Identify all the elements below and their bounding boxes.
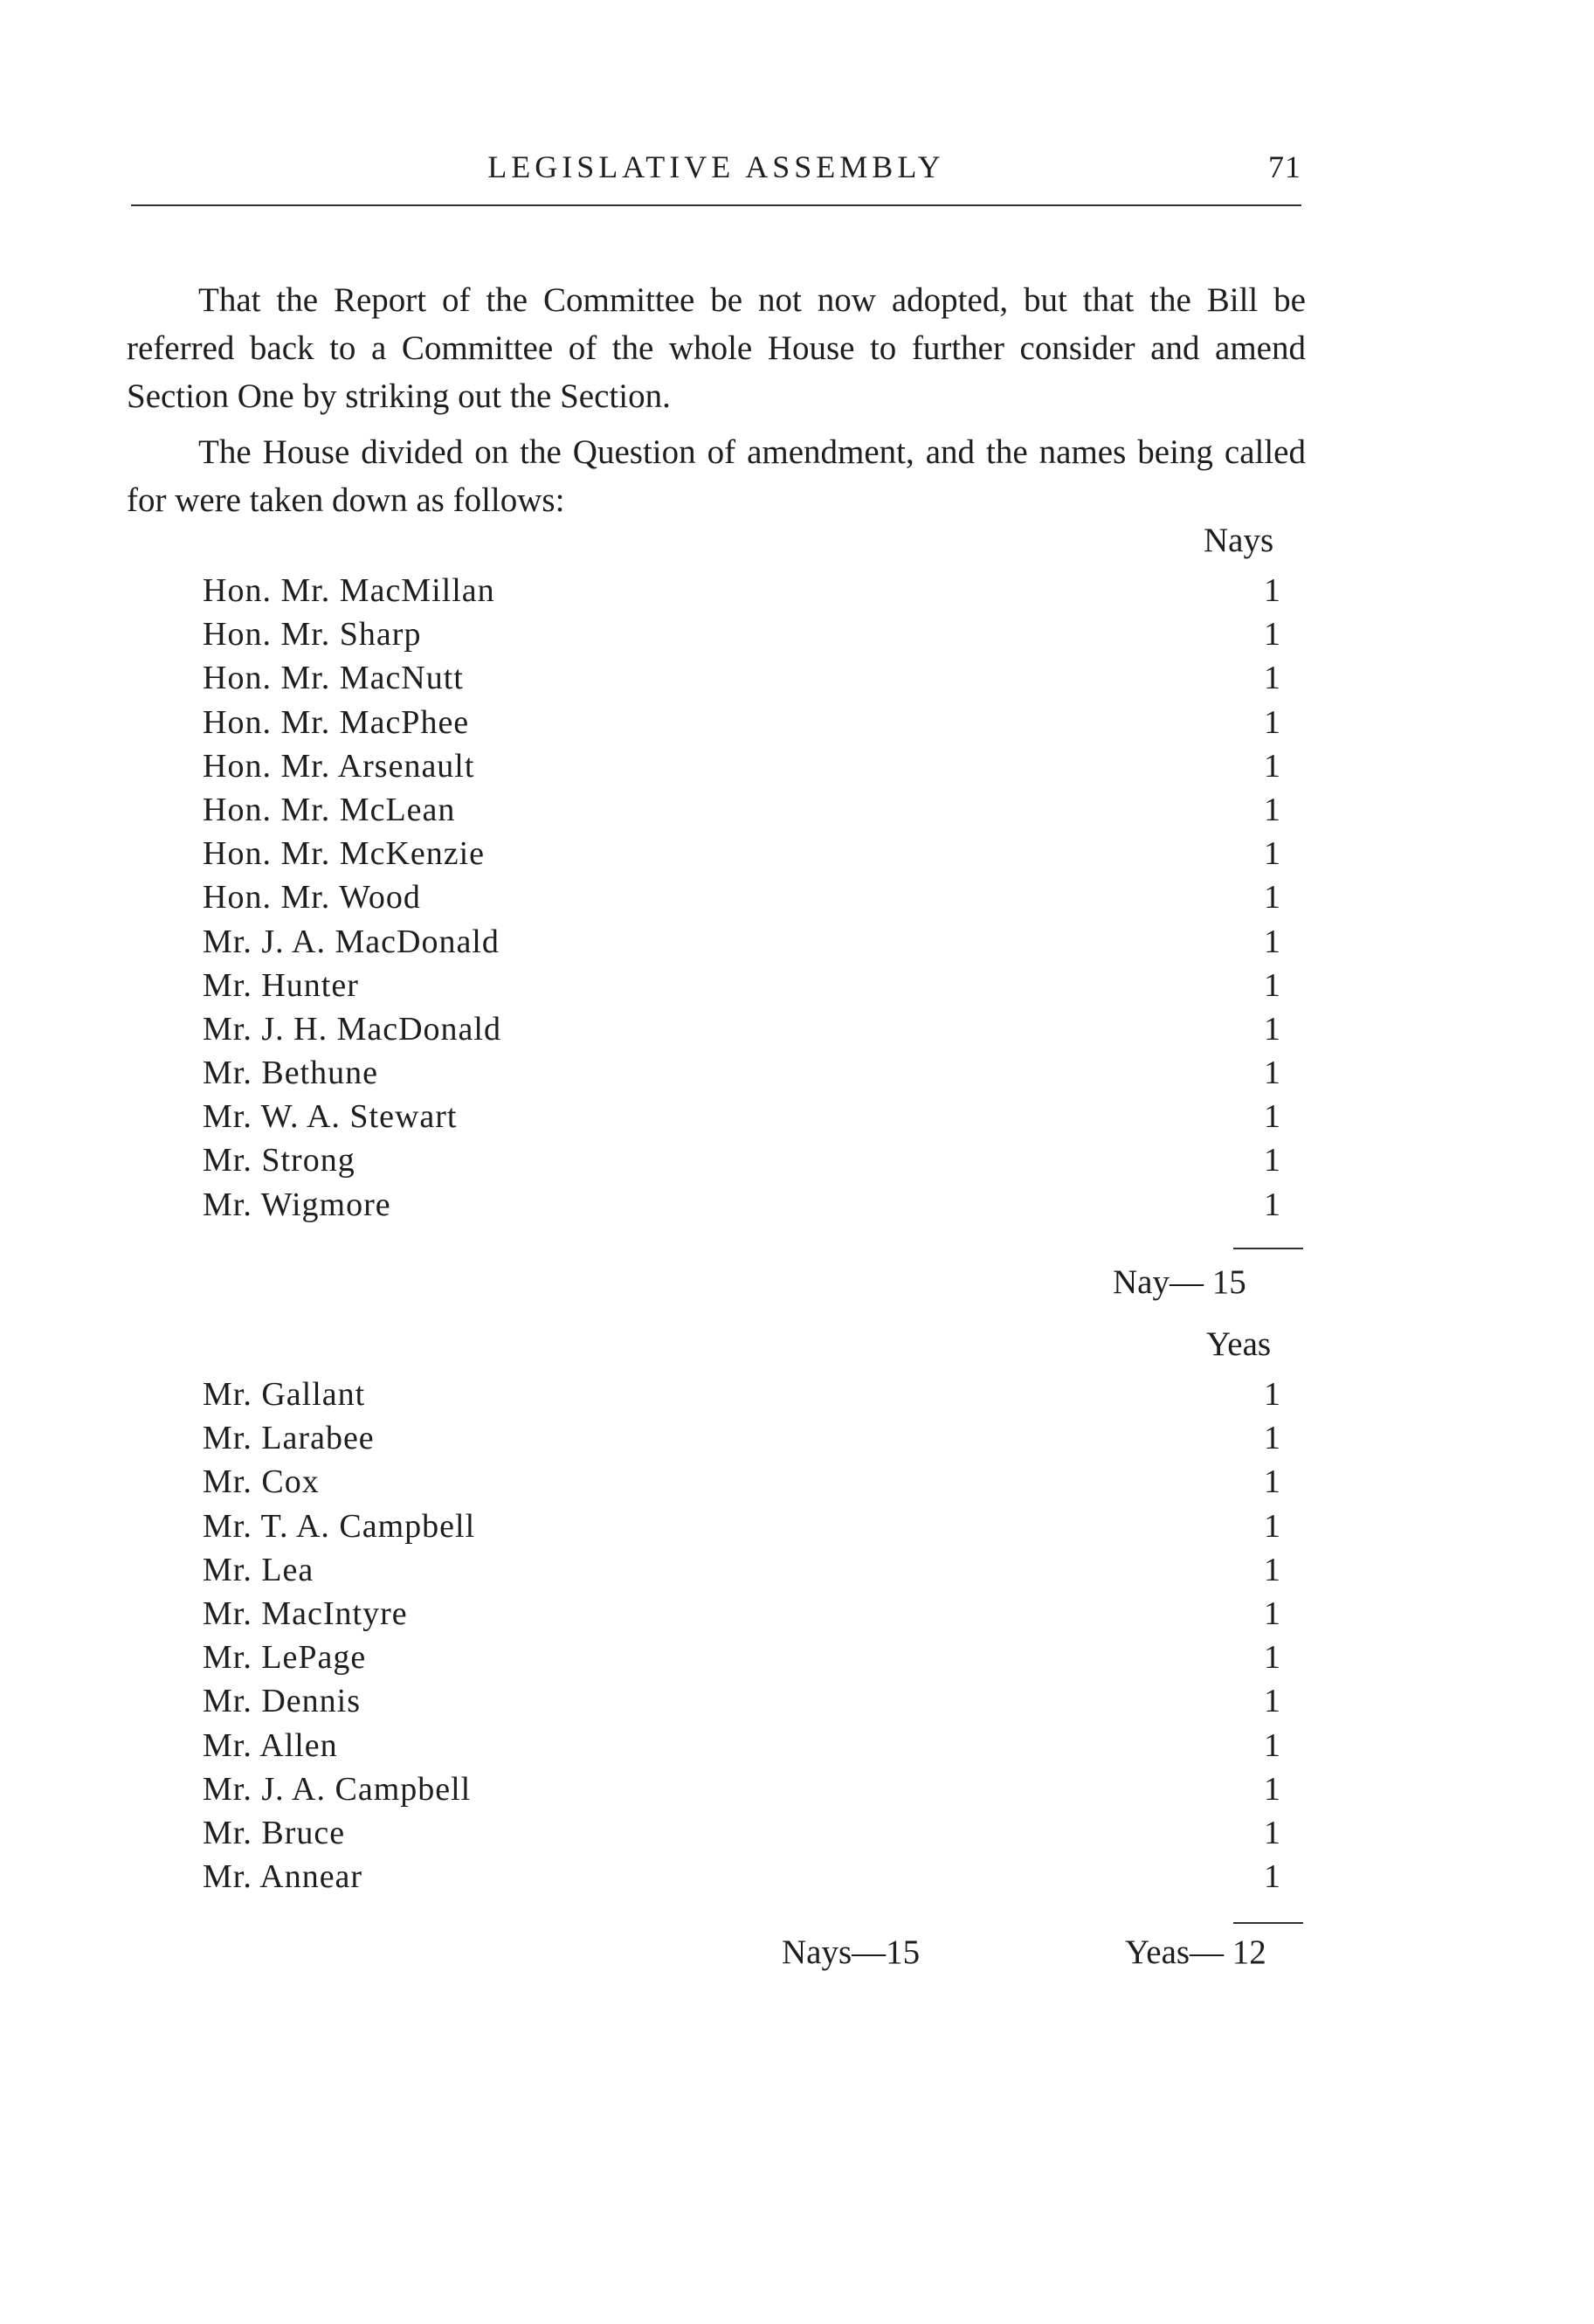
member-name: Mr. Cox xyxy=(203,1463,320,1501)
vote-count: 1 xyxy=(1264,1507,1281,1545)
page-number: 71 xyxy=(1268,149,1301,184)
amendment-paragraph: That the Report of the Committee be not now adopted, but that the Bill be referred back to a Committee of the whole House to further consider and amend Section One by striking out the Section. xyxy=(127,281,1306,415)
member-name: Hon. Mr. MacMillan xyxy=(203,572,495,609)
vote-count: 1 xyxy=(1264,1186,1281,1223)
vote-count: 1 xyxy=(1264,791,1281,828)
member-name: Mr. Hunter xyxy=(203,966,359,1004)
member-name: Mr. Bethune xyxy=(203,1055,378,1092)
nays-list xyxy=(203,569,1286,1227)
member-name: Mr. Bruce xyxy=(203,1814,346,1851)
member-row xyxy=(203,875,1286,919)
member-row xyxy=(203,920,1286,964)
member-row xyxy=(203,1007,1286,1051)
vote-count: 1 xyxy=(1264,879,1281,916)
nays-tally: Nay— 15 xyxy=(1113,1263,1246,1301)
member-name: Mr. Larabee xyxy=(203,1420,375,1457)
yeas-sum-rule xyxy=(1233,1922,1303,1924)
member-name: Hon. Mr. Sharp xyxy=(203,616,422,654)
vote-count: 1 xyxy=(1264,1683,1281,1720)
yeas-heading: Yeas xyxy=(1206,1325,1272,1363)
vote-count: 1 xyxy=(1264,660,1281,697)
member-name: Mr. T. A. Campbell xyxy=(203,1507,476,1545)
vote-count: 1 xyxy=(1264,923,1281,960)
nays-sum-rule xyxy=(1233,1248,1303,1249)
vote-count: 1 xyxy=(1264,1814,1281,1851)
vote-count: 1 xyxy=(1264,1055,1281,1092)
header-rule xyxy=(131,204,1301,206)
member-name: Hon. Mr. MacNutt xyxy=(203,660,464,697)
member-row xyxy=(203,1416,1286,1460)
division-paragraph: The House divided on the Question of amendment, and the names being called for were taken down as follows: xyxy=(127,433,1306,519)
member-row xyxy=(203,832,1286,875)
member-name: Mr. Wigmore xyxy=(203,1186,391,1223)
member-row xyxy=(203,1183,1286,1227)
member-row xyxy=(203,1855,1286,1899)
vote-count: 1 xyxy=(1264,1639,1281,1677)
member-row xyxy=(203,701,1286,744)
member-name: Mr. Allen xyxy=(203,1726,338,1764)
vote-count: 1 xyxy=(1264,835,1281,873)
member-row xyxy=(203,1767,1286,1811)
member-row xyxy=(203,744,1286,788)
vote-count: 1 xyxy=(1264,1420,1281,1457)
member-row xyxy=(203,1460,1286,1504)
member-name: Mr. MacIntyre xyxy=(203,1594,408,1632)
member-name: Mr. LePage xyxy=(203,1639,367,1677)
member-name: Mr. Gallant xyxy=(203,1376,366,1413)
member-name: Mr. Strong xyxy=(203,1142,355,1179)
vote-count: 1 xyxy=(1264,1010,1281,1048)
member-row xyxy=(203,1636,1286,1679)
member-row xyxy=(203,656,1286,700)
member-name: Hon. Mr. MacPhee xyxy=(203,703,470,741)
vote-count: 1 xyxy=(1264,966,1281,1004)
member-row xyxy=(203,1724,1286,1767)
vote-count: 1 xyxy=(1264,1594,1281,1632)
vote-count: 1 xyxy=(1264,572,1281,609)
member-row xyxy=(203,964,1286,1007)
vote-count: 1 xyxy=(1264,1463,1281,1501)
member-row xyxy=(203,1679,1286,1723)
vote-count: 1 xyxy=(1264,616,1281,654)
vote-count: 1 xyxy=(1264,703,1281,741)
member-name: Mr. Dennis xyxy=(203,1683,361,1720)
member-row xyxy=(203,1373,1286,1416)
vote-count: 1 xyxy=(1264,1098,1281,1136)
vote-count: 1 xyxy=(1264,1142,1281,1179)
member-name: Mr. J. A. MacDonald xyxy=(203,923,500,960)
member-row xyxy=(203,1548,1286,1592)
yeas-total: Yeas— 12 xyxy=(1125,1933,1266,1971)
vote-count: 1 xyxy=(1264,747,1281,785)
member-name: Hon. Mr. McKenzie xyxy=(203,835,486,873)
member-name: Mr. J. A. Campbell xyxy=(203,1770,472,1808)
member-name: Mr. Annear xyxy=(203,1858,363,1896)
member-name: Mr. J. H. MacDonald xyxy=(203,1010,501,1048)
member-row xyxy=(203,1138,1286,1182)
member-row xyxy=(203,612,1286,656)
member-row xyxy=(203,1592,1286,1636)
member-name: Hon. Mr. Arsenault xyxy=(203,747,475,785)
yeas-list xyxy=(203,1373,1286,1899)
member-row xyxy=(203,1095,1286,1138)
running-header-title: LEGISLATIVE ASSEMBLY xyxy=(487,149,945,184)
member-name: Hon. Mr. Wood xyxy=(203,879,421,916)
member-name: Hon. Mr. McLean xyxy=(203,791,456,828)
vote-count: 1 xyxy=(1264,1858,1281,1896)
nays-total: Nays—15 xyxy=(782,1933,921,1971)
member-row xyxy=(203,1811,1286,1855)
vote-count: 1 xyxy=(1264,1376,1281,1413)
member-row xyxy=(203,1504,1286,1548)
member-name: Mr. W. A. Stewart xyxy=(203,1098,458,1136)
member-row xyxy=(203,569,1286,612)
member-name: Mr. Lea xyxy=(203,1551,314,1588)
nays-heading: Nays xyxy=(1204,522,1274,559)
member-row xyxy=(203,788,1286,832)
vote-count: 1 xyxy=(1264,1551,1281,1588)
vote-count: 1 xyxy=(1264,1770,1281,1808)
vote-count: 1 xyxy=(1264,1726,1281,1764)
member-row xyxy=(203,1051,1286,1095)
